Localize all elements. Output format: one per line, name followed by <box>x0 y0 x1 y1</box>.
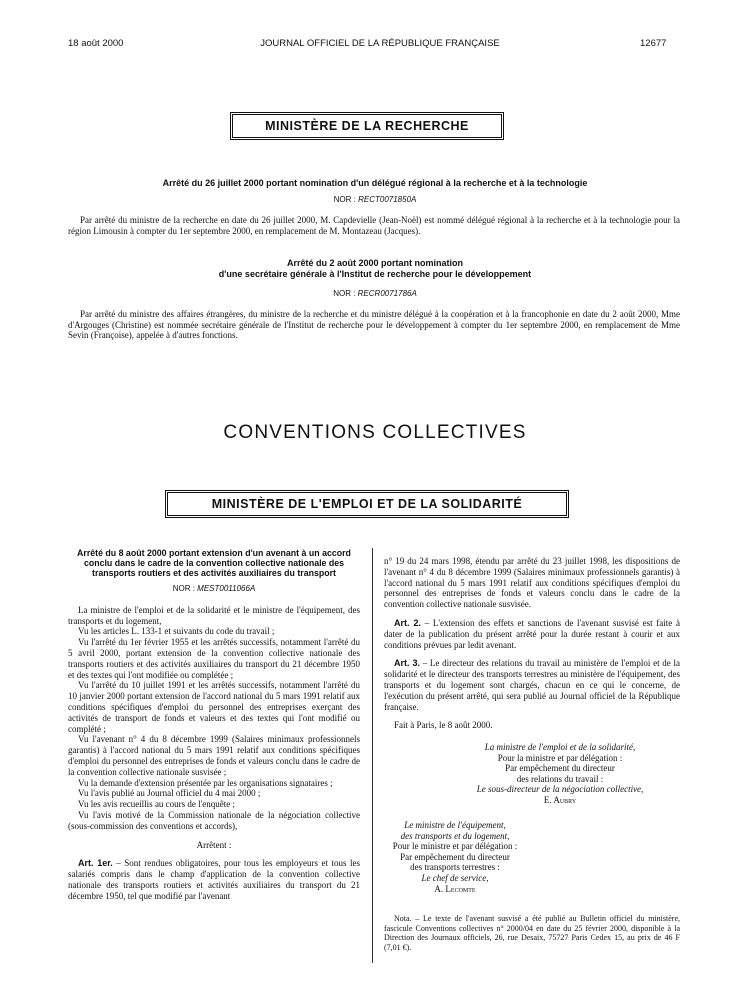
section-title: CONVENTIONS COLLECTIVES <box>223 422 527 443</box>
visa-paragraph: La ministre de l'emploi et de la solidarité et le ministre de l'équipement, des transports et du logement, <box>68 604 360 626</box>
column-divider <box>372 548 373 963</box>
article-label: Art. 1er. <box>78 858 113 869</box>
ministry-box-emploi <box>165 490 569 518</box>
nor-reference: NOR : RECT0071850A <box>333 195 417 204</box>
fait-a-paris: Fait à Paris, le 8 août 2000. <box>394 720 493 731</box>
visa-paragraph: Vu l'avis publié au Journal officiel du 4 mai 2000 ; <box>78 788 261 799</box>
arrete-title-line2: d'une secrétaire générale à l'Institut de recherche pour le développement <box>218 269 532 279</box>
arrete-title-line1: Arrêté du 2 août 2000 portant nomination <box>286 258 464 268</box>
visa-paragraph: Vu les articles L. 133-1 et suivants du code du travail ; <box>78 626 275 637</box>
visa-paragraph: Vu l'avis motivé de la Commission nationale de la négociation collective (sous-commission des conventions et accords), <box>68 809 360 831</box>
nor-code: RECT0071850A <box>358 195 417 204</box>
signature-block-equipement: Le ministre de l'équipement, des transports et du logement, Pour le ministre et par délégation : Par empêchement du directeur des transports terrestres : Le chef de service, A. Lecomte <box>380 820 530 894</box>
article-1: Art. 1er. – Sont rendues obligatoires, pour tous les employeurs et tous les salariés compris dans le champ d'application de la convention collective nationale des transports routiers et activités auxiliaires du transport du 21 décembre 1950, tel que modifié par l'avenant <box>68 858 360 901</box>
arrete-title: Arrêté du 26 juillet 2000 portant nomination d'un délégué régional à la recherche et à la technologie <box>162 178 588 188</box>
visa-paragraph: Vu l'arrêté du 10 juillet 1991 et les arrêtés successifs, notamment l'arrêté du 10 janvier 2000 portant extension de l'accord national du 5 mars 1991 relatif aux conditions spécifiques d'emploi du personnel des entreprises exerçant des activités de transport de fonds et valeurs et des textes qui l'ont modifié ou complété ; <box>68 680 360 734</box>
arrete-paragraph: Par arrêté du ministre des affaires étrangères, du ministre de la recherche et du ministre délégué à la coopération et à la francophonie en date du 2 août 2000, Mme d'Argouges (Christine) est nommée secrétaire générale de l'Institut de recherche pour le développement à compter du 1er septembre 2000, en remplacement de Mme Sevin (Françoise), appelée à d'autres fonctions. <box>68 309 680 340</box>
visa-paragraph: Vu l'arrêté du 1er février 1955 et les arrêtés successifs, notamment l'arrêté du 5 avril 2000, portant extension de la convention collective nationale des transports routiers et des activités auxiliaires du transport du 21 décembre 1950 et des textes qui l'ont modifiée ou complétée ; <box>68 637 360 680</box>
header-date: 18 août 2000 <box>68 38 124 49</box>
article-label: Art. 3. <box>394 658 420 669</box>
header-journal: JOURNAL OFFICIEL DE LA RÉPUBLIQUE FRANÇAISE <box>260 38 500 49</box>
header-page-number: 12677 <box>640 38 667 49</box>
signature-block-emploi: La ministre de l'emploi et de la solidarité, Pour la ministre et par délégation : Par empêchement du directeur des relations du travail : Le sous-directeur de la négociation collective, E. Aubry <box>440 742 680 806</box>
ministry-title: MINISTÈRE DE L'EMPLOI ET DE LA SOLIDARITÉ <box>167 492 567 516</box>
arrete-title: Arrêté du 8 août 2000 portant extension d'un avenant à un accord conclu dans le cadre de la convention collective nationale des transports routiers et des activités auxiliaires du transport <box>77 548 351 578</box>
signatory-name: E. Aubry <box>543 794 577 805</box>
ministry-title: MINISTÈRE DE LA RECHERCHE <box>232 114 502 138</box>
signatory-name: A. Lecomte <box>434 883 476 894</box>
visa-paragraph: Vu les avis recueillis au cours de l'enquête ; <box>78 799 236 810</box>
article-1-continued: n° 19 du 24 mars 1998, étendu par arrêté du 23 juillet 1998, les dispositions de l'avenant n° 4 du 8 décembre 1999 (Salaires minimaux professionnels garantis) à l'accord national du 5 mars 1991 relatif aux conditions spécifiques d'emploi du personnel des entreprises de fonds et valeurs conclu dans le cadre de la convention collective nationale susvisée. <box>384 556 680 610</box>
nor-code: RECR0071786A <box>357 289 417 298</box>
article-label: Art. 2. <box>394 617 421 628</box>
arrete-paragraph: Par arrêté du ministre de la recherche en date du 26 juillet 2000, M. Capdevielle (Jean-Noël) est nommé délégué régional à la recherche et à la technologie pour la région Limousin à compter du 1er septembre 2000, en remplacement de M. Montazeau (Jacques). <box>68 215 680 236</box>
nota-note: Nota. – Le texte de l'avenant susvisé a été publié au Bulletin officiel du ministère, fascicule Conventions collectives n° 2000/04 en date du 25 février 2000, disponible à la Direction des Journaux officiels, 26, rue Desaix, 75727 Paris Cedex 15, au prix de 46 F (7,01 €). <box>384 914 680 952</box>
article-2: Art. 2. – L'extension des effets et sanctions de l'avenant susvisé est faite à dater de la publication du présent arrêté pour la durée restant à courir et aux conditions prévues par ledit avenant. <box>384 617 680 650</box>
article-3: Art. 3. – Le directeur des relations du travail au ministère de l'emploi et de la solidarité et le directeur des transports terrestres au ministère de l'équipement, des transports et du logement sont chargés, chacun en ce qui le concerne, de l'exécution du présent arrêté, qui sera publié au Journal officiel de la République française. <box>384 658 681 712</box>
ministry-box-recherche <box>230 112 504 140</box>
nor-reference: NOR : MEST0011066A <box>172 584 256 593</box>
arretent-line: Arrêtent : <box>196 839 232 850</box>
left-column <box>68 548 360 902</box>
visa-paragraph: Vu l'avenant n° 4 du 8 décembre 1999 (Salaires minimaux professionnels garantis) à l'accord national du 5 mars 1991 relatif aux conditions spécifiques d'emploi du personnel des entreprises de fonds et valeurs conclu dans le cadre de la convention collective nationale susvisée ; <box>68 734 360 777</box>
visa-paragraph: Vu la demande d'extension présentée par les organisations signataires ; <box>78 777 333 788</box>
nor-reference: NOR : RECR0071786A <box>333 289 417 298</box>
right-column <box>384 556 680 731</box>
nor-code: MEST0011066A <box>197 584 256 593</box>
